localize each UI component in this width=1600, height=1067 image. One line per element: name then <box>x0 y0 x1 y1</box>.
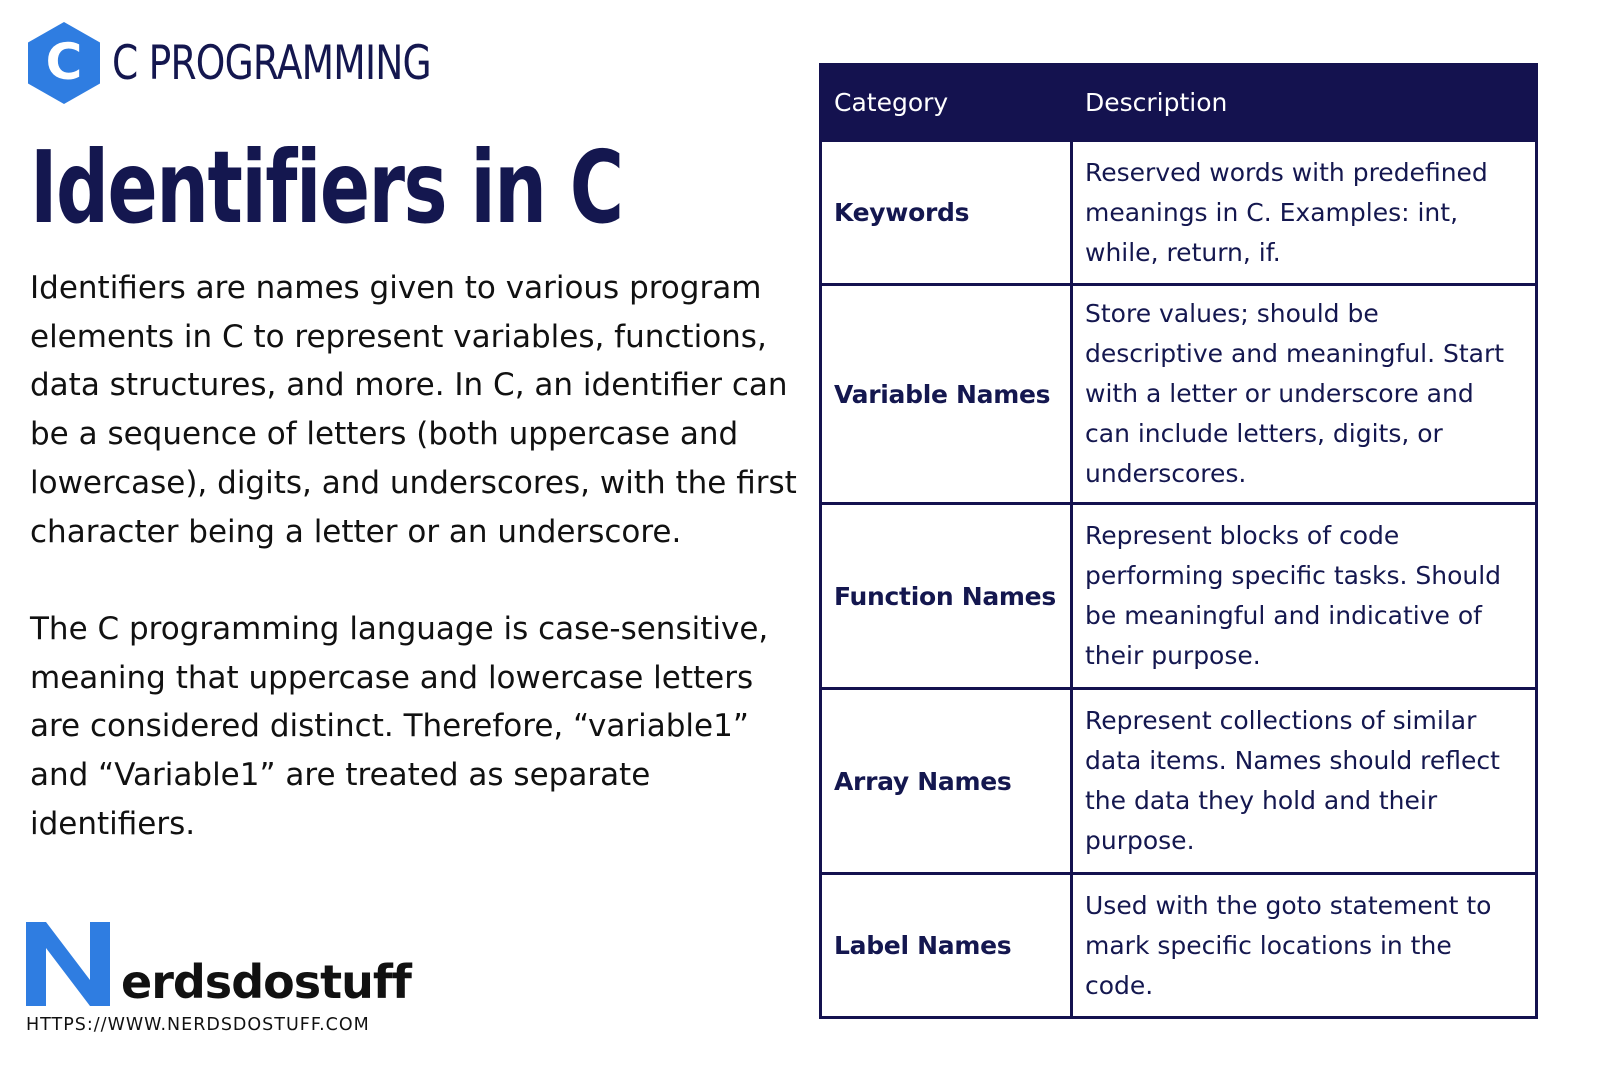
category-cell: Label Names <box>821 874 1072 1018</box>
c-logo-letter: C <box>45 33 83 91</box>
description-cell: Represent collections of similar data items. Names should reflect the data they hold and their purpose. <box>1072 689 1537 874</box>
table-header-row <box>821 65 1537 141</box>
description-cell: Store values; should be descriptive and meaningful. Start with a letter or underscore and can include letters, digits, or underscores. <box>1072 285 1537 504</box>
table-row <box>821 141 1537 285</box>
category-column-header: Category <box>821 65 1072 141</box>
description-column-header: Description <box>1072 65 1537 141</box>
brand-title: C PROGRAMMING <box>112 35 431 91</box>
table-row <box>821 285 1537 504</box>
description-cell: Used with the goto statement to mark specific locations in the code. <box>1072 874 1537 1018</box>
table-row <box>821 504 1537 689</box>
logo-wordmark: erdsdostuff <box>121 955 411 1009</box>
site-url: HTTPS://WWW.NERDSDOSTUFF.COM <box>26 1015 370 1035</box>
category-cell: Function Names <box>821 504 1072 689</box>
brand-header <box>26 20 511 106</box>
description-cell: Represent blocks of code performing specific tasks. Should be meaningful and indicative of their purpose. <box>1072 504 1537 689</box>
table-row <box>821 689 1537 874</box>
category-cell: Variable Names <box>821 285 1072 504</box>
category-cell: Array Names <box>821 689 1072 874</box>
page-title: Identifiers in C <box>30 129 623 246</box>
description-cell: Reserved words with predefined meanings in C. Examples: int, while, return, if. <box>1072 141 1537 285</box>
case-sensitivity-paragraph: The C programming language is case-sensitive, meaning that uppercase and lowercase letters are considered distinct. Therefore, “variable1” and “Variable1” are treated as separate identifiers. <box>30 610 769 842</box>
table-row <box>821 874 1537 1018</box>
c-language-logo-icon <box>26 20 102 106</box>
category-cell: Keywords <box>821 141 1072 285</box>
identifier-categories-table <box>819 63 1538 1019</box>
n-logo-icon <box>26 922 110 1006</box>
intro-paragraph: Identifiers are names given to various program elements in C to represent variables, functions, data structures, and more. In C, an identifier can be a sequence of letters (both uppercase and lowercase), digits, and underscores, with the first character being a letter or an underscore. <box>30 270 797 550</box>
intro-text <box>30 264 800 848</box>
